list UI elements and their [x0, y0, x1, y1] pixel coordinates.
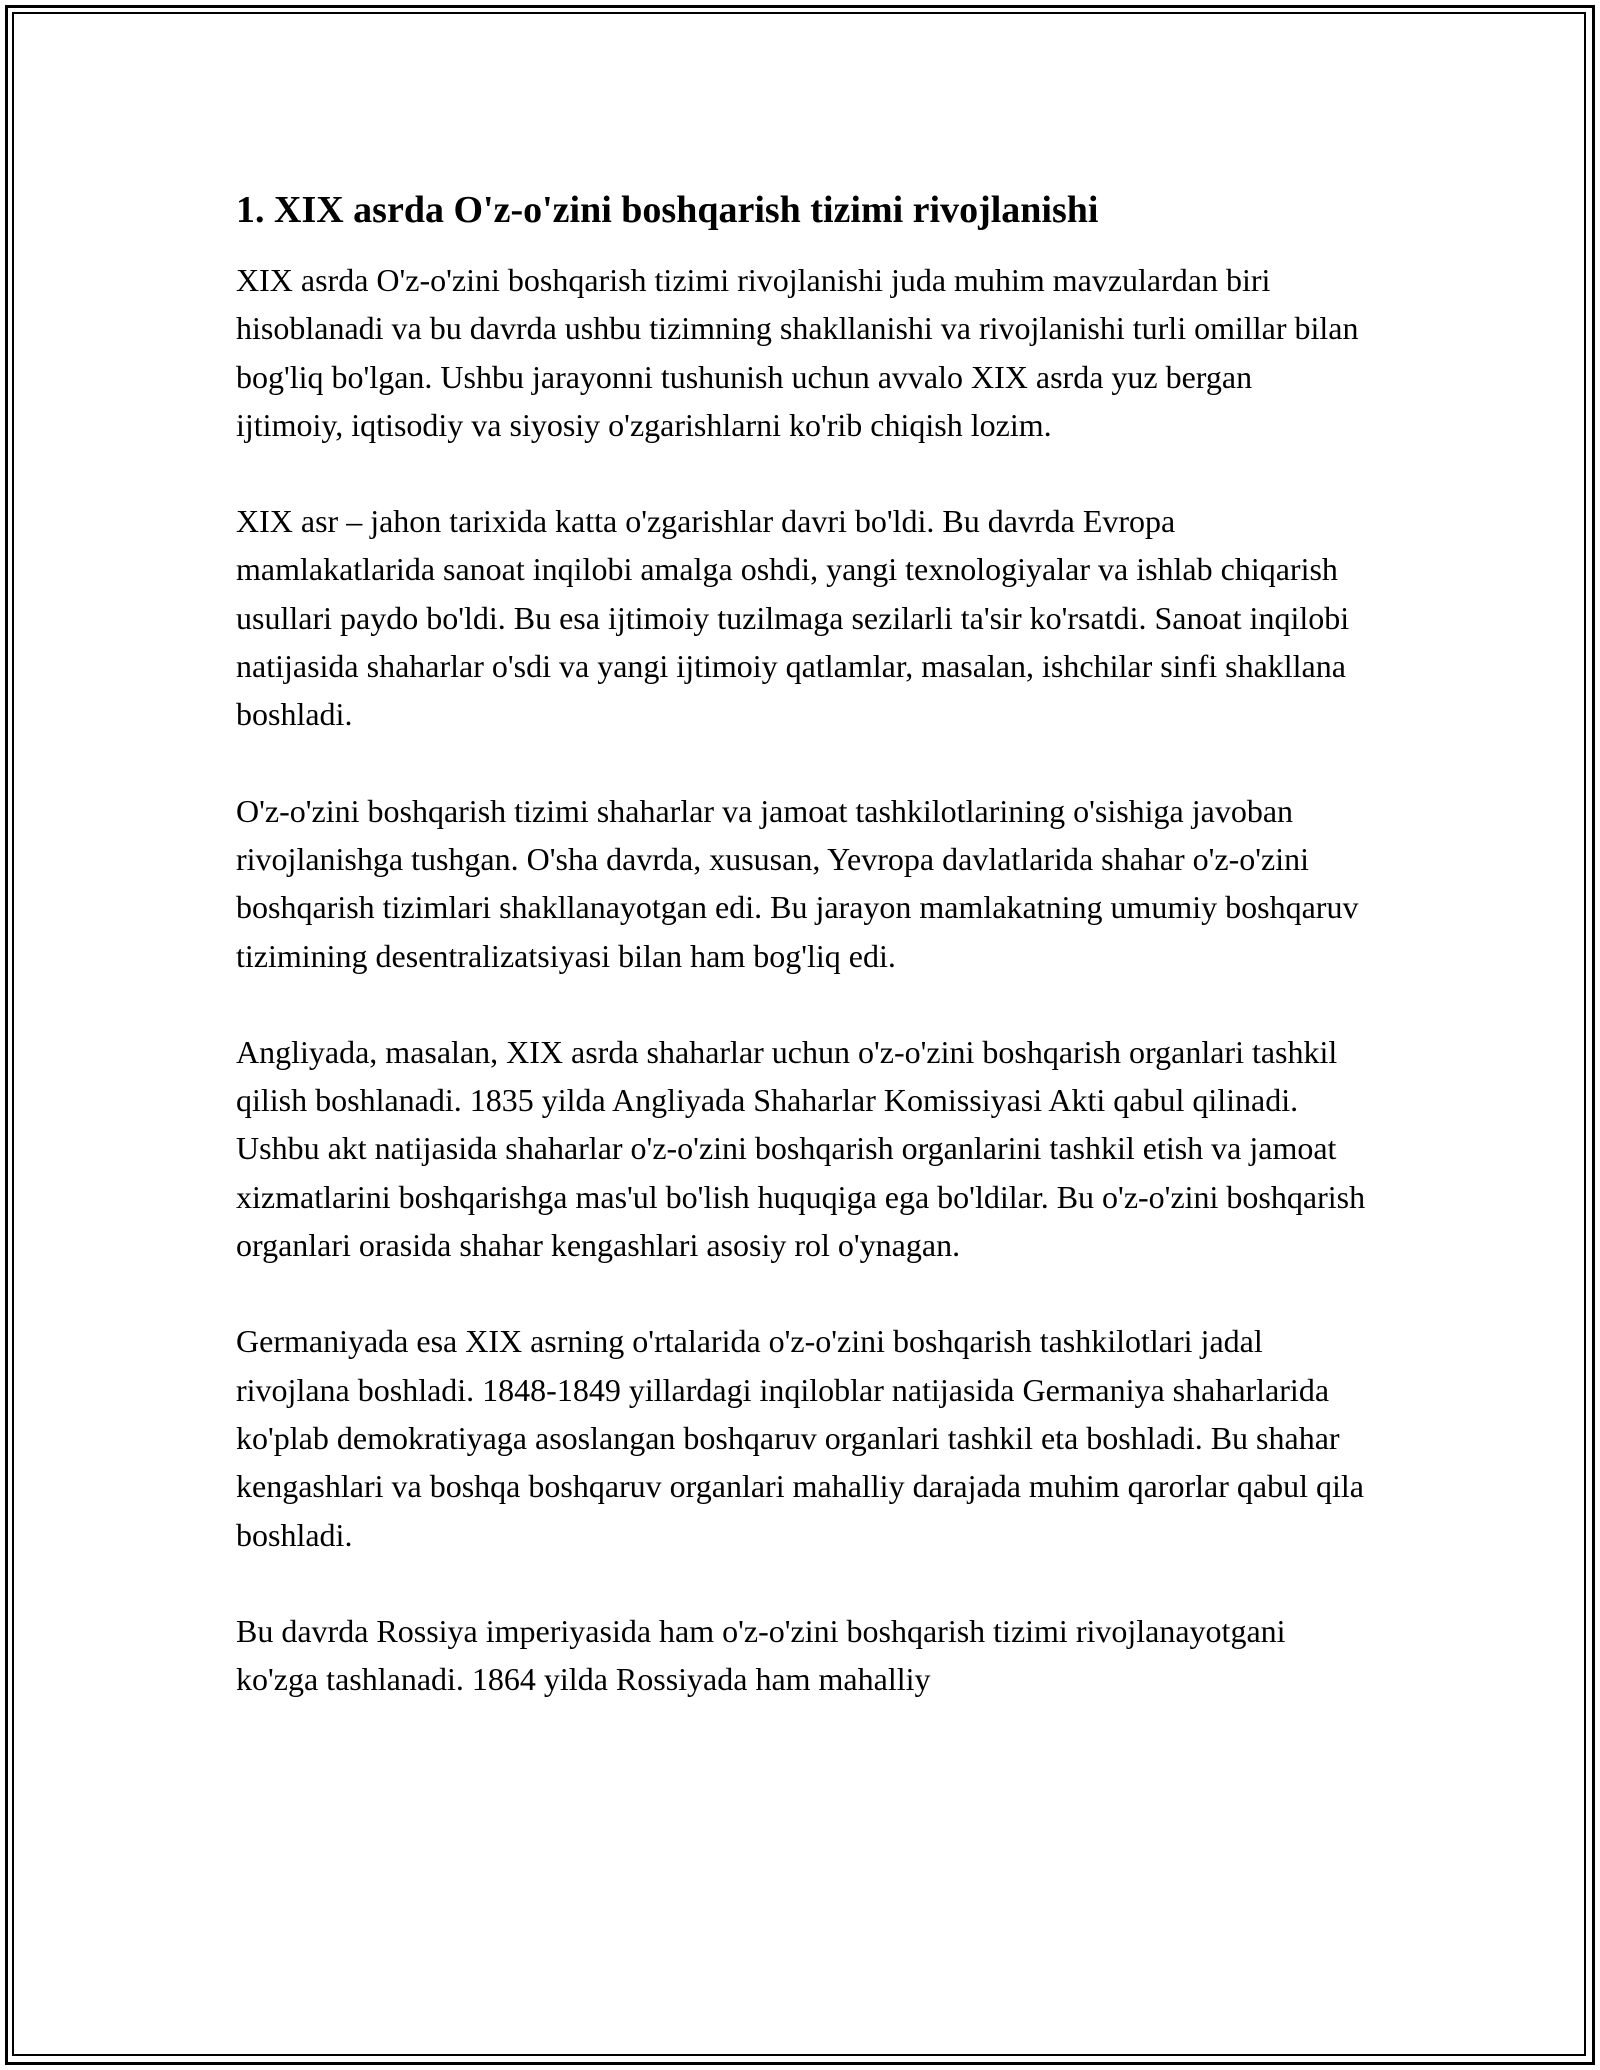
paragraph-2: XIX asr – jahon tarixida katta o'zgarishlar davri bo'ldi. Bu davrda Evropa mamlakatlarida sanoat inqilobi amalga oshdi, yangi texnologiyalar va ishlab chiqarish usullari paydo bo'ldi. Bu esa ijtimoiy tuzilmaga sezilarli ta'sir ko'rsatdi. Sanoat inqilobi natijasida shaharlar o'sdi va yangi ijtimoiy qatlamlar, masalan, ishchilar sinfi shakllana boshladi. [236, 503, 1350, 733]
paragraph-6: Bu davrda Rossiya imperiyasida ham o'z-o'zini boshqarish tizimi rivojlanayotgani ko'zga tashlanadi. 1864 yilda Rossiyada ham mahalliy [236, 1612, 1286, 1698]
section-heading: 1. XIX asrda O'z-o'zini boshqarish tizimi rivojlanishi [236, 189, 1099, 231]
paragraph-4: Angliyada, masalan, XIX asrda shaharlar uchun o'z-o'zini boshqarish organlari tashkil qilish boshlanadi. 1835 yilda Angliyada Shaharlar Komissiyasi Akti qabul qilinadi. Ushbu akt natijasida shaharlar o'z-o'zini boshqarish organlarini tashkil etish va jamoat xizmatlarini boshqarishga mas'ul bo'lish huquqiga ega bo'ldilar. Bu o'z-o'zini boshqarish organlari orasida shahar kengashlari asosiy rol o'ynagan. [236, 1033, 1366, 1264]
paragraph-3: O'z-o'zini boshqarish tizimi shaharlar va jamoat tashkilotlarining o'sishiga javoban rivojlanishga tushgan. O'sha davrda, xususan, Yevropa davlatlarida shahar o'z-o'zini boshqarish tizimlari shakllanayotgan edi. Bu jarayon mamlakatning umumiy boshqaruv tizimining desentralizatsiyasi bilan ham bog'liq edi. [236, 792, 1359, 974]
paragraph-5: Germaniyada esa XIX asrning o'rtalarida o'z-o'zini boshqarish tashkilotlari jadal rivojlana boshladi. 1848-1849 yillardagi inqiloblar natijasida Germaniya shaharlarida ko'plab demokratiyaga asoslangan boshqaruv organlari tashkil eta boshladi. Bu shahar kengashlari va boshqa boshqaruv organlari mahalliy darajada muhim qarorlar qabul qila boshladi. [236, 1323, 1364, 1553]
paragraph-1: XIX asrda O'z-o'zini boshqarish tizimi rivojlanishi juda muhim mavzulardan biri hisoblanadi va bu davrda ushbu tizimning shakllanishi va rivojlanishi turli omillar bilan bog'liq bo'lgan. Ushbu jarayonni tushunish uchun avvalo XIX asrda yuz bergan ijtimoiy, iqtisodiy va siyosiy o'zgarishlarni ko'rib chiqish lozim. [236, 262, 1359, 443]
document-body [236, 186, 1366, 1703]
